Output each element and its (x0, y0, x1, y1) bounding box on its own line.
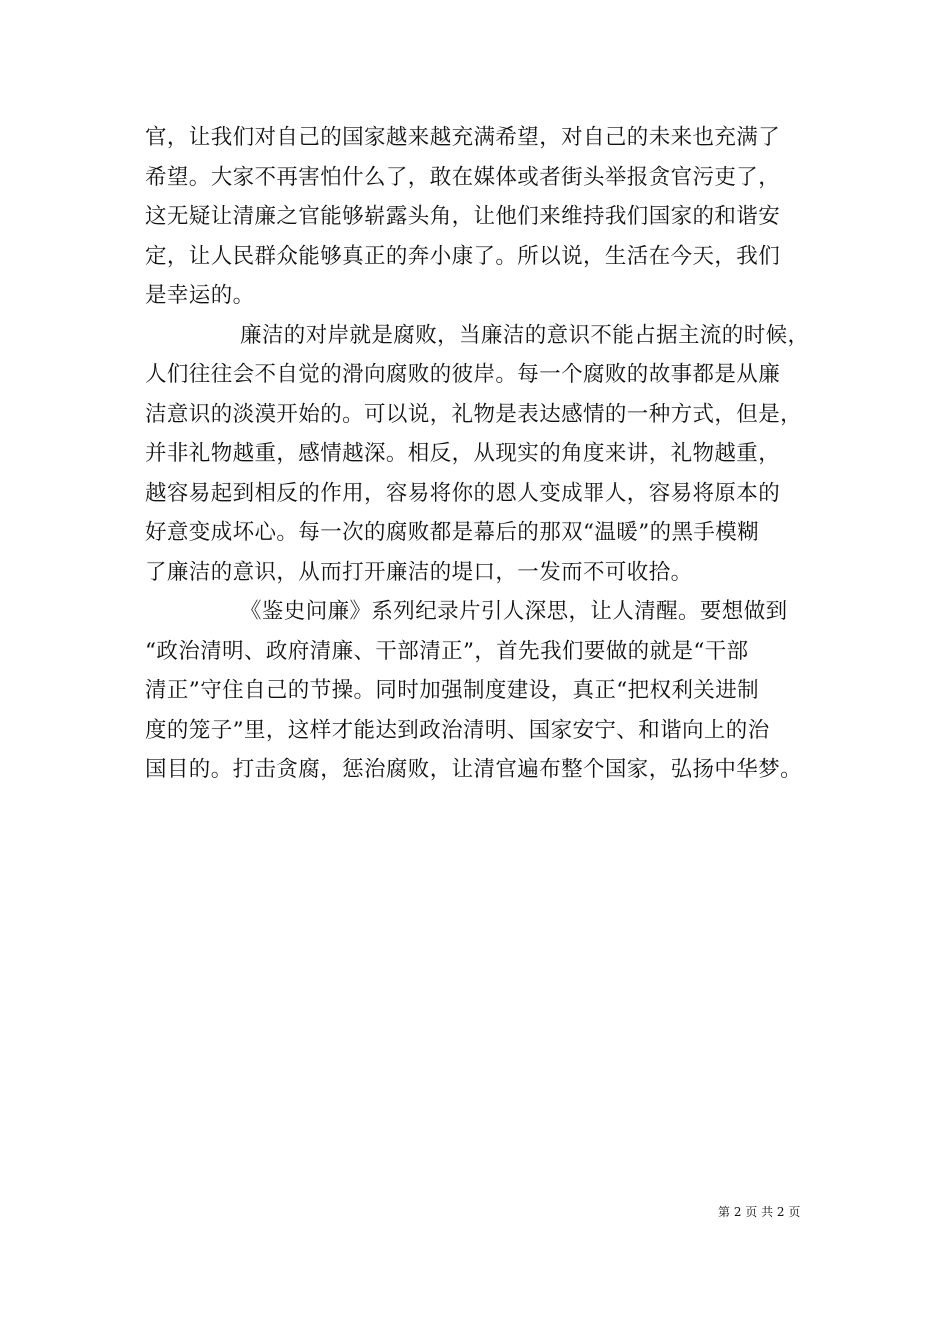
page-number: 第 2 页 共 2 页 (718, 1205, 801, 1219)
text-line: “政治清明、政府清廉、干部清正”，首先我们要做的就是“干部 (145, 638, 749, 664)
text-line: 越容易起到相反的作用，容易将你的恩人变成罪人，容易将原本的 (145, 480, 781, 506)
paragraph-start-line: 廉洁的对岸就是腐败，当廉洁的意识不能占据主流的时候， (240, 322, 810, 348)
text-line: 度的笼子”里，这样才能达到政治清明、国家安宁、和谐向上的治 (145, 717, 770, 743)
text-line: 人们往往会不自觉的滑向腐败的彼岸。每一个腐败的故事都是从廉 (145, 362, 781, 387)
text-line: 清正”守住自己的节操。同时加强制度建设，真正“把权利关进制 (145, 678, 760, 703)
text-line: 国目的。打击贪腐，惩治腐败，让清官遍布整个国家，弘扬中华梦。 (145, 757, 803, 782)
text-line: 是幸运的。 (145, 283, 255, 308)
text-line: 并非礼物越重，感情越深。相反，从现实的角度来讲，礼物越重， (145, 441, 781, 466)
paragraph-start-line: 《鉴史问廉》系列纪录片引人深思，让人清醒。要想做到 (240, 599, 788, 624)
text-line: 定，让人民群众能够真正的奔小康了。所以说，生活在今天，我们 (145, 243, 781, 269)
text-line: 好意变成坏心。每一次的腐败都是幕后的那双“温暖”的黑手模糊 (145, 520, 760, 545)
document-body (145, 118, 815, 790)
text-line: 洁意识的淡漠开始的。可以说，礼物是表达感情的一种方式，但是， (145, 401, 803, 427)
text-line: 了廉洁的意识，从而打开廉洁的堤口，一发而不可收拾。 (145, 559, 693, 585)
text-line: 这无疑让清廉之官能够崭露头角，让他们来维持我们国家的和谐安 (145, 204, 781, 229)
text-line: 官，让我们对自己的国家越来越充满希望，对自己的未来也充满了 (145, 125, 781, 150)
text-line: 希望。大家不再害怕什么了，敢在媒体或者街头举报贪官污吏了， (145, 164, 781, 190)
